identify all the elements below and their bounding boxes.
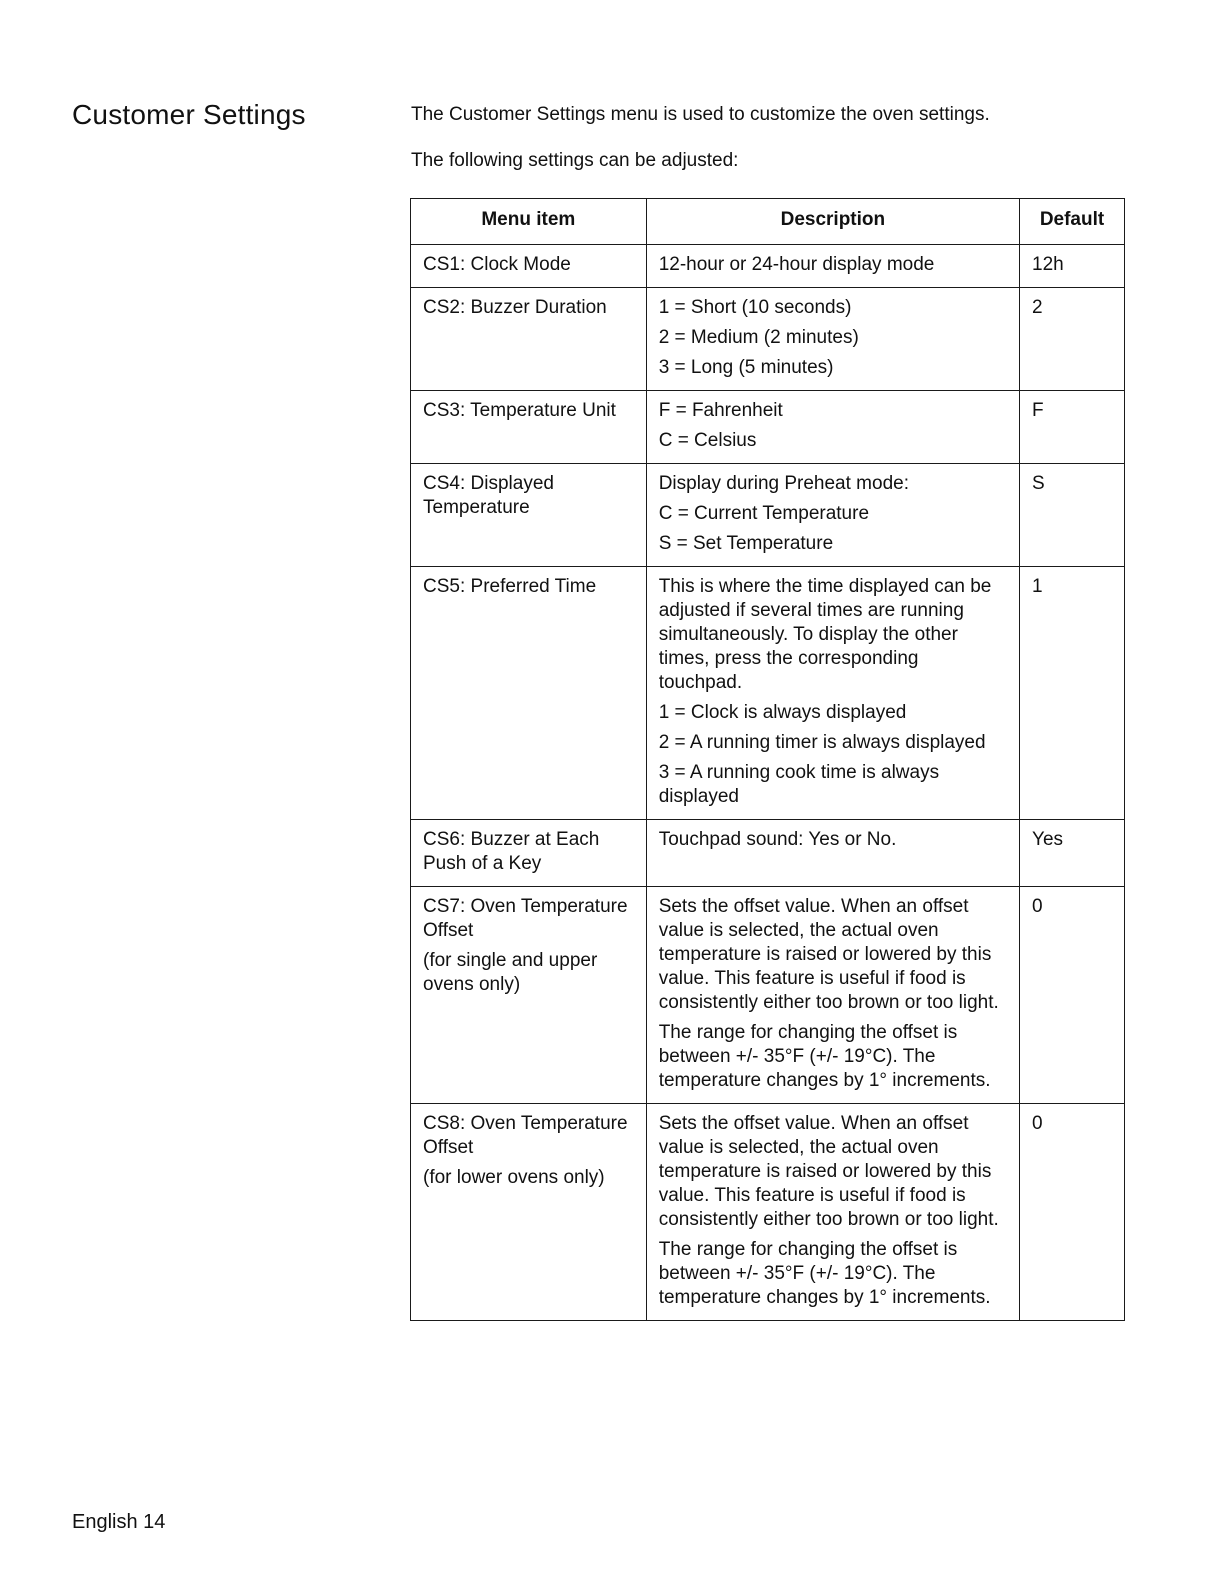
column-header-default: Default [1020, 199, 1125, 245]
description-cell [646, 887, 1019, 1104]
description-text: C = Current Temperature [658, 503, 870, 524]
menu-item-text: CS6: Buzzer at Each Push of a Key [423, 829, 600, 874]
menu-item-text: CS2: Buzzer Duration [423, 297, 607, 318]
description-text: 3 = A running cook time is always displayed [658, 762, 940, 807]
menu-item-text: CS8: Oven Temperature Offset [423, 1113, 628, 1158]
description-cell [646, 245, 1019, 288]
menu-item-text: CS1: Clock Mode [423, 254, 571, 275]
description-text: This is where the time displayed can be adjusted if several times are running simultaneously. To display the other times, press the corresponding touchpad. [658, 576, 992, 693]
table-row [411, 288, 1125, 391]
page-footer: English 14 [72, 1511, 166, 1533]
description-text: The range for changing the offset is between +/- 35°F (+/- 19°C). The temperature changes by 1° increments. [658, 1022, 991, 1091]
menu-item-cell [411, 391, 647, 464]
menu-item-text: CS3: Temperature Unit [423, 400, 616, 421]
description-cell [646, 391, 1019, 464]
column-header-menu-item: Menu item [411, 199, 647, 245]
description-text: Sets the offset value. When an offset value is selected, the actual oven temperature is raised or lowered by this value. This feature is useful if food is consistently either too brown or too light. [658, 896, 999, 1013]
description-cell [646, 288, 1019, 391]
description-cell [646, 1104, 1019, 1321]
table-row [411, 567, 1125, 820]
menu-item-cell [411, 887, 647, 1104]
table-row [411, 464, 1125, 567]
description-cell [646, 820, 1019, 887]
intro-paragraph: The following settings can be adjusted: [411, 150, 739, 171]
menu-item-cell [411, 288, 647, 391]
menu-item-text: (for lower ovens only) [423, 1167, 605, 1188]
description-text: 3 = Long (5 minutes) [658, 357, 834, 378]
table-row [411, 391, 1125, 464]
menu-item-cell [411, 464, 647, 567]
description-text: 12-hour or 24-hour display mode [658, 254, 935, 275]
table-row [411, 887, 1125, 1104]
description-text: C = Celsius [658, 430, 757, 451]
description-cell [646, 567, 1019, 820]
description-text: Touchpad sound: Yes or No. [658, 829, 897, 850]
description-text: 1 = Clock is always displayed [658, 702, 907, 723]
description-text: S = Set Temperature [658, 533, 834, 554]
menu-item-text: (for single and upper ovens only) [423, 950, 598, 995]
table-body [411, 245, 1125, 1321]
menu-item-cell [411, 820, 647, 887]
section-title: Customer Settings [72, 99, 306, 130]
menu-item-cell [411, 567, 647, 820]
default-value-cell: 0 [1020, 1104, 1125, 1321]
menu-item-cell [411, 245, 647, 288]
default-value-cell: 0 [1020, 887, 1125, 1104]
description-text: Sets the offset value. When an offset value is selected, the actual oven temperature is raised or lowered by this value. This feature is useful if food is consistently either too brown or too light. [658, 1113, 999, 1230]
description-text: F = Fahrenheit [658, 400, 783, 421]
default-value-cell: 2 [1020, 288, 1125, 391]
default-value-cell: Yes [1020, 820, 1125, 887]
menu-item-text: CS4: Displayed Temperature [423, 473, 554, 518]
description-text: 2 = A running timer is always displayed [658, 732, 986, 753]
description-cell [646, 464, 1019, 567]
default-value-cell: F [1020, 391, 1125, 464]
intro-paragraph: The Customer Settings menu is used to customize the oven settings. [411, 104, 990, 125]
description-text: 2 = Medium (2 minutes) [658, 327, 859, 348]
table-row [411, 820, 1125, 887]
menu-item-text: CS5: Preferred Time [423, 576, 597, 597]
description-text: The range for changing the offset is between +/- 35°F (+/- 19°C). The temperature changes by 1° increments. [658, 1239, 991, 1308]
column-header-description: Description [646, 199, 1019, 245]
table-row [411, 245, 1125, 288]
description-text: 1 = Short (10 seconds) [658, 297, 852, 318]
menu-item-text: CS7: Oven Temperature Offset [423, 896, 628, 941]
default-value-cell: S [1020, 464, 1125, 567]
description-text: Display during Preheat mode: [658, 473, 909, 494]
default-value-cell: 1 [1020, 567, 1125, 820]
table-row [411, 1104, 1125, 1321]
menu-item-cell [411, 1104, 647, 1321]
table-header-row [411, 199, 1125, 245]
default-value-cell: 12h [1020, 245, 1125, 288]
settings-table [410, 198, 1125, 1321]
